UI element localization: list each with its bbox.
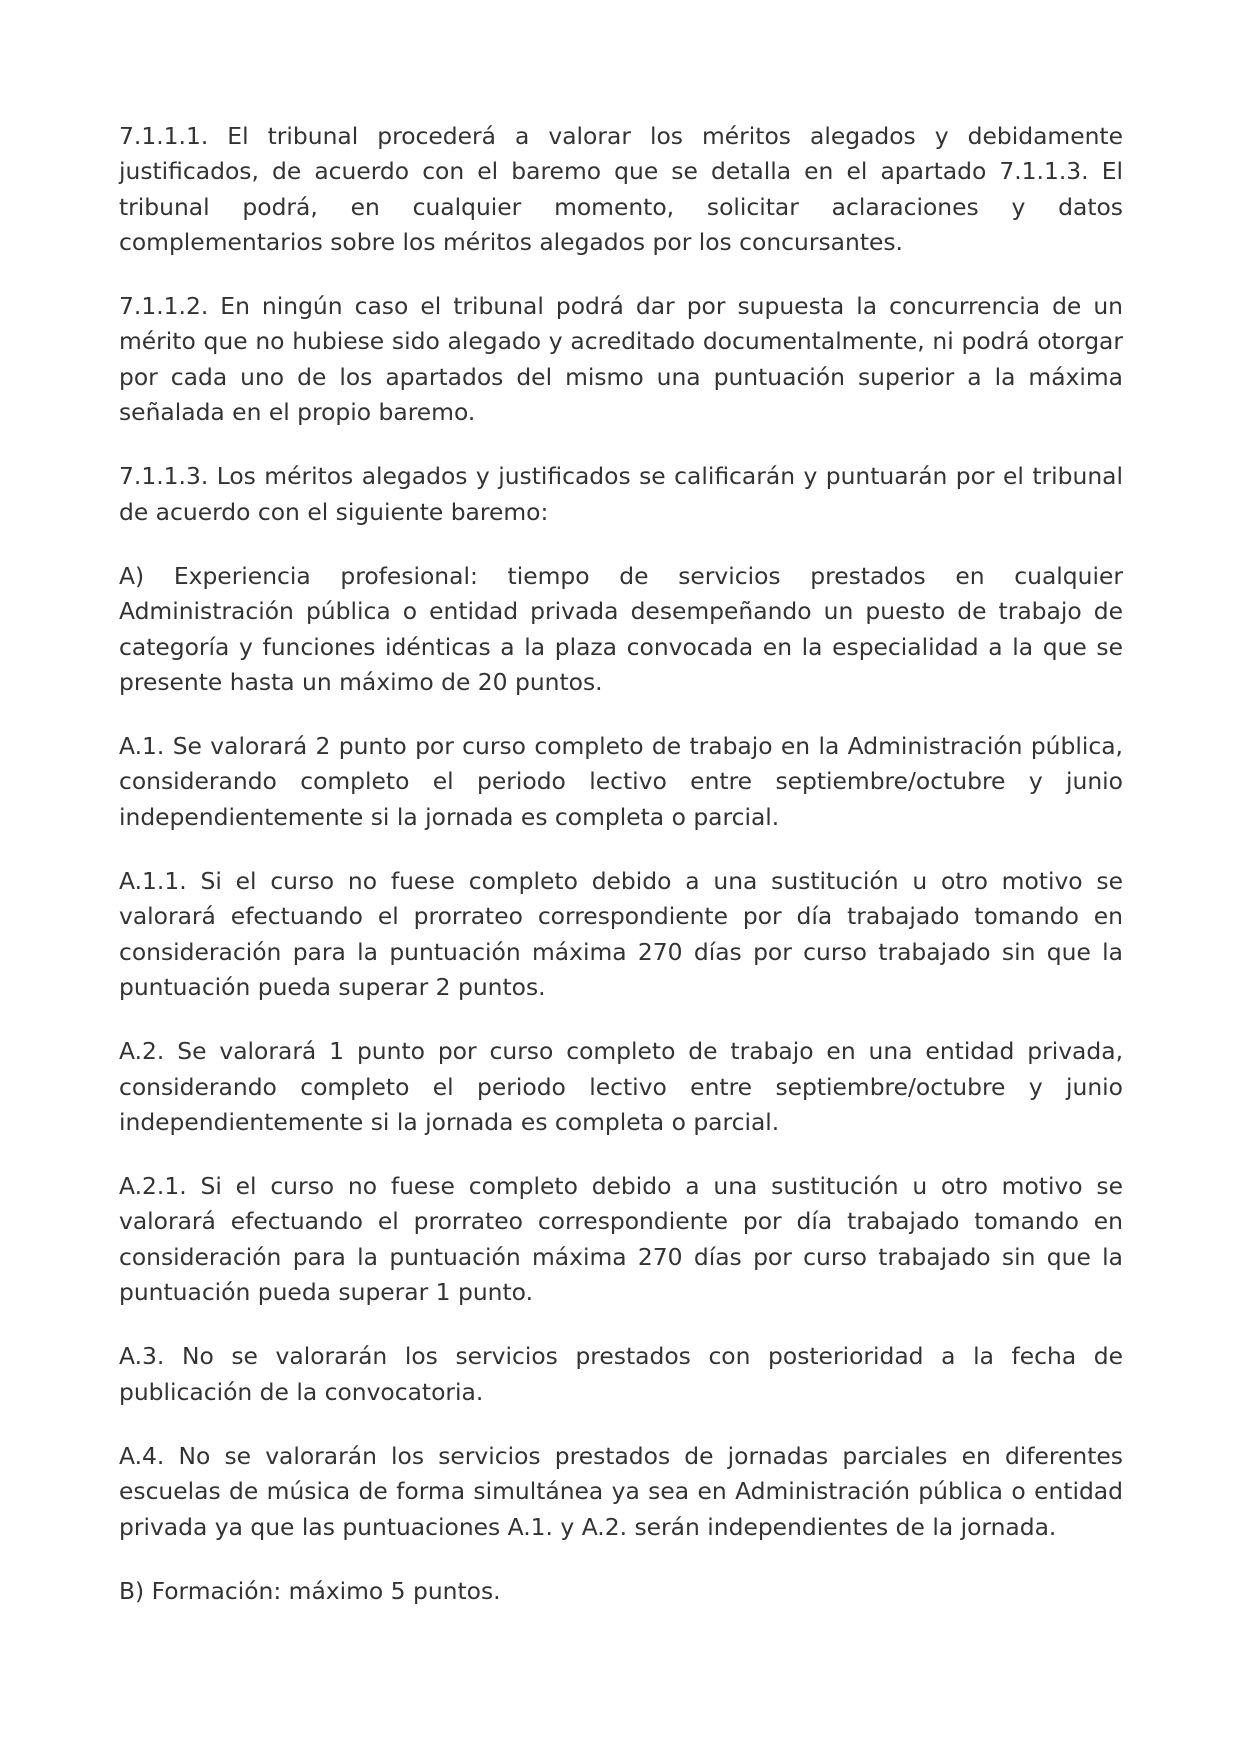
paragraph-a-2: A.2. Se valorará 1 punto por curso completo de trabajo en una entidad privada, considerando completo el periodo lectivo entre septiembre/octubre y junio independientemente si la jornada es completa o parcial. xyxy=(119,1037,1123,1136)
paragraph-a-1: A.1. Se valorará 2 punto por curso completo de trabajo en la Administración pública, considerando completo el periodo lectivo entre septiembre/octubre y junio independientemente si la jornada es completa o parcial. xyxy=(119,732,1123,831)
paragraph-a-experiencia: A) Experiencia profesional: tiempo de servicios prestados en cualquier Administración pública o entidad privada desempeñando un puesto de trabajo de categoría y funciones idénticas a la plaza convocada en la especialidad a la que se presente hasta un máximo de 20 puntos. xyxy=(119,561,1123,696)
paragraph-a-2-1: A.2.1. Si el curso no fuese completo debido a una sustitución u otro motivo se valorará efectuando el prorrateo correspondiente por día trabajado tomando en consideración para la puntuación máxima 270 días por curso trabajado sin que la puntuación pueda superar 1 punto. xyxy=(119,1172,1123,1307)
paragraph-7-1-1-2: 7.1.1.2. En ningún caso el tribunal podrá dar por supuesta la concurrencia de un mérito que no hubiese sido alegado y acreditado documentalmente, ni podrá otorgar por cada uno de los apartados del mismo una puntuación superior a la máxima señalada en el propio baremo. xyxy=(119,292,1123,427)
paragraph-7-1-1-1: 7.1.1.1. El tribunal procederá a valorar los méritos alegados y debidamente justificados, de acuerdo con el baremo que se detalla en el apartado 7.1.1.3. El tribunal podrá, en cualquier momento, solicitar aclaraciones y datos complementarios sobre los méritos alegados por los concursantes. xyxy=(119,122,1123,256)
paragraph-7-1-1-3: 7.1.1.3. Los méritos alegados y justificados se calificarán y puntuarán por el tribunal de acuerdo con el siguiente baremo: xyxy=(119,462,1123,526)
paragraph-a-1-1: A.1.1. Si el curso no fuese completo debido a una sustitución u otro motivo se valorará efectuando el prorrateo correspondiente por día trabajado tomando en consideración para la puntuación máxima 270 días por curso trabajado sin que la puntuación pueda superar 2 puntos. xyxy=(119,867,1123,1001)
paragraph-a-3: A.3. No se valorarán los servicios prestados con posterioridad a la fecha de publicación de la convocatoria. xyxy=(119,1342,1123,1406)
paragraph-b-formacion: B) Formación: máximo 5 puntos. xyxy=(119,1576,501,1605)
paragraph-a-4: A.4. No se valorarán los servicios prestados de jornadas parciales en diferentes escuelas de música de forma simultánea ya sea en Administración pública o entidad privada ya que las puntuaciones A.1. y A.2. serán independientes de la jornada. xyxy=(119,1441,1123,1541)
document-body xyxy=(119,119,1123,1638)
